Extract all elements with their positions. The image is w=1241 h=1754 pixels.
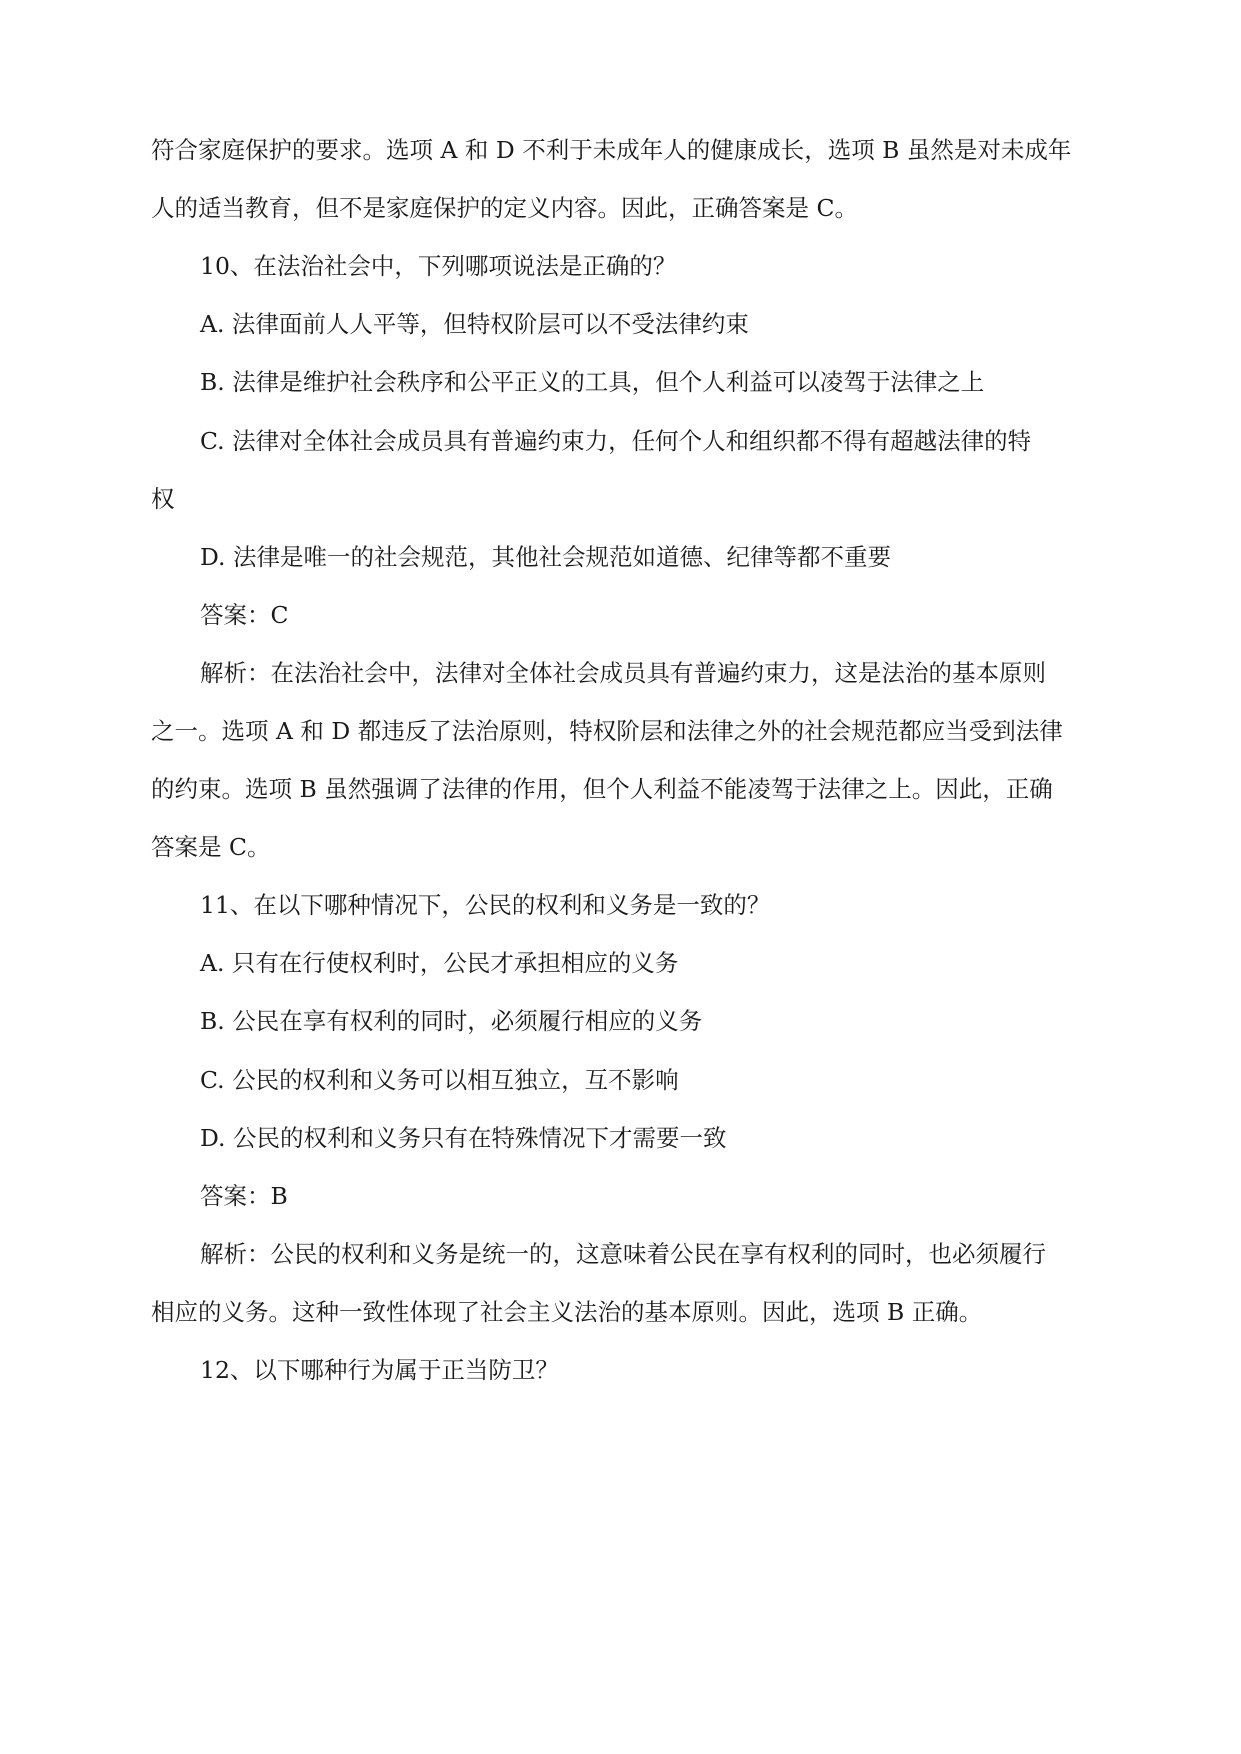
question-10-option-c-line-1: C. 法律对全体社会成员具有普遍约束力，任何个人和组织都不得有超越法律的特 <box>200 427 1032 455</box>
question-10-explanation-line-2: 之一。选项 A 和 D 都违反了法治原则，特权阶层和法律之外的社会规范都应当受到法律 <box>151 717 1063 745</box>
question-10-option-d: D. 法律是唯一的社会规范，其他社会规范如道德、纪律等都不重要 <box>200 543 891 571</box>
question-11-option-d: D. 公民的权利和义务只有在特殊情况下才需要一致 <box>200 1124 727 1152</box>
question-10: 10、在法治社会中，下列哪项说法是正确的？ <box>200 252 677 280</box>
question-10-option-c-line-2: 权 <box>151 485 175 513</box>
explanation-continued-line-2: 人的适当教育，但不是家庭保护的定义内容。因此，正确答案是 C。 <box>151 194 858 222</box>
question-11-explanation-line-2: 相应的义务。这种一致性体现了社会主义法治的基本原则。因此，选项 B 正确。 <box>151 1298 983 1326</box>
explanation-continued-line-1: 符合家庭保护的要求。选项 A 和 D 不利于未成年人的健康成长，选项 B 虽然是对未成年 <box>151 136 1072 164</box>
question-11: 11、在以下哪种情况下，公民的权利和义务是一致的？ <box>200 891 771 919</box>
question-10-explanation-line-1: 解析：在法治社会中，法律对全体社会成员具有普遍约束力，这是法治的基本原则 <box>200 659 1046 687</box>
question-11-option-a: A. 只有在行使权利时，公民才承担相应的义务 <box>200 949 679 977</box>
question-11-explanation-line-1: 解析：公民的权利和义务是统一的，这意味着公民在享有权利的同时，也必须履行 <box>200 1240 1046 1268</box>
question-10-option-b: B. 法律是维护社会秩序和公平正义的工具，但个人利益可以凌驾于法律之上 <box>200 368 985 396</box>
question-10-answer: 答案：C <box>200 601 289 629</box>
question-11-answer: 答案：B <box>200 1182 288 1210</box>
question-12: 12、以下哪种行为属于正当防卫？ <box>200 1356 559 1384</box>
question-11-option-c: C. 公民的权利和义务可以相互独立，互不影响 <box>200 1066 679 1094</box>
question-10-explanation-line-3: 的约束。选项 B 虽然强调了法律的作用，但个人利益不能凌驾于法律之上。因此，正确 <box>151 775 1053 803</box>
question-11-option-b: B. 公民在享有权利的同时，必须履行相应的义务 <box>200 1007 703 1035</box>
question-10-option-a: A. 法律面前人人平等，但特权阶层可以不受法律约束 <box>200 310 749 338</box>
question-10-explanation-line-4: 答案是 C。 <box>151 833 271 861</box>
